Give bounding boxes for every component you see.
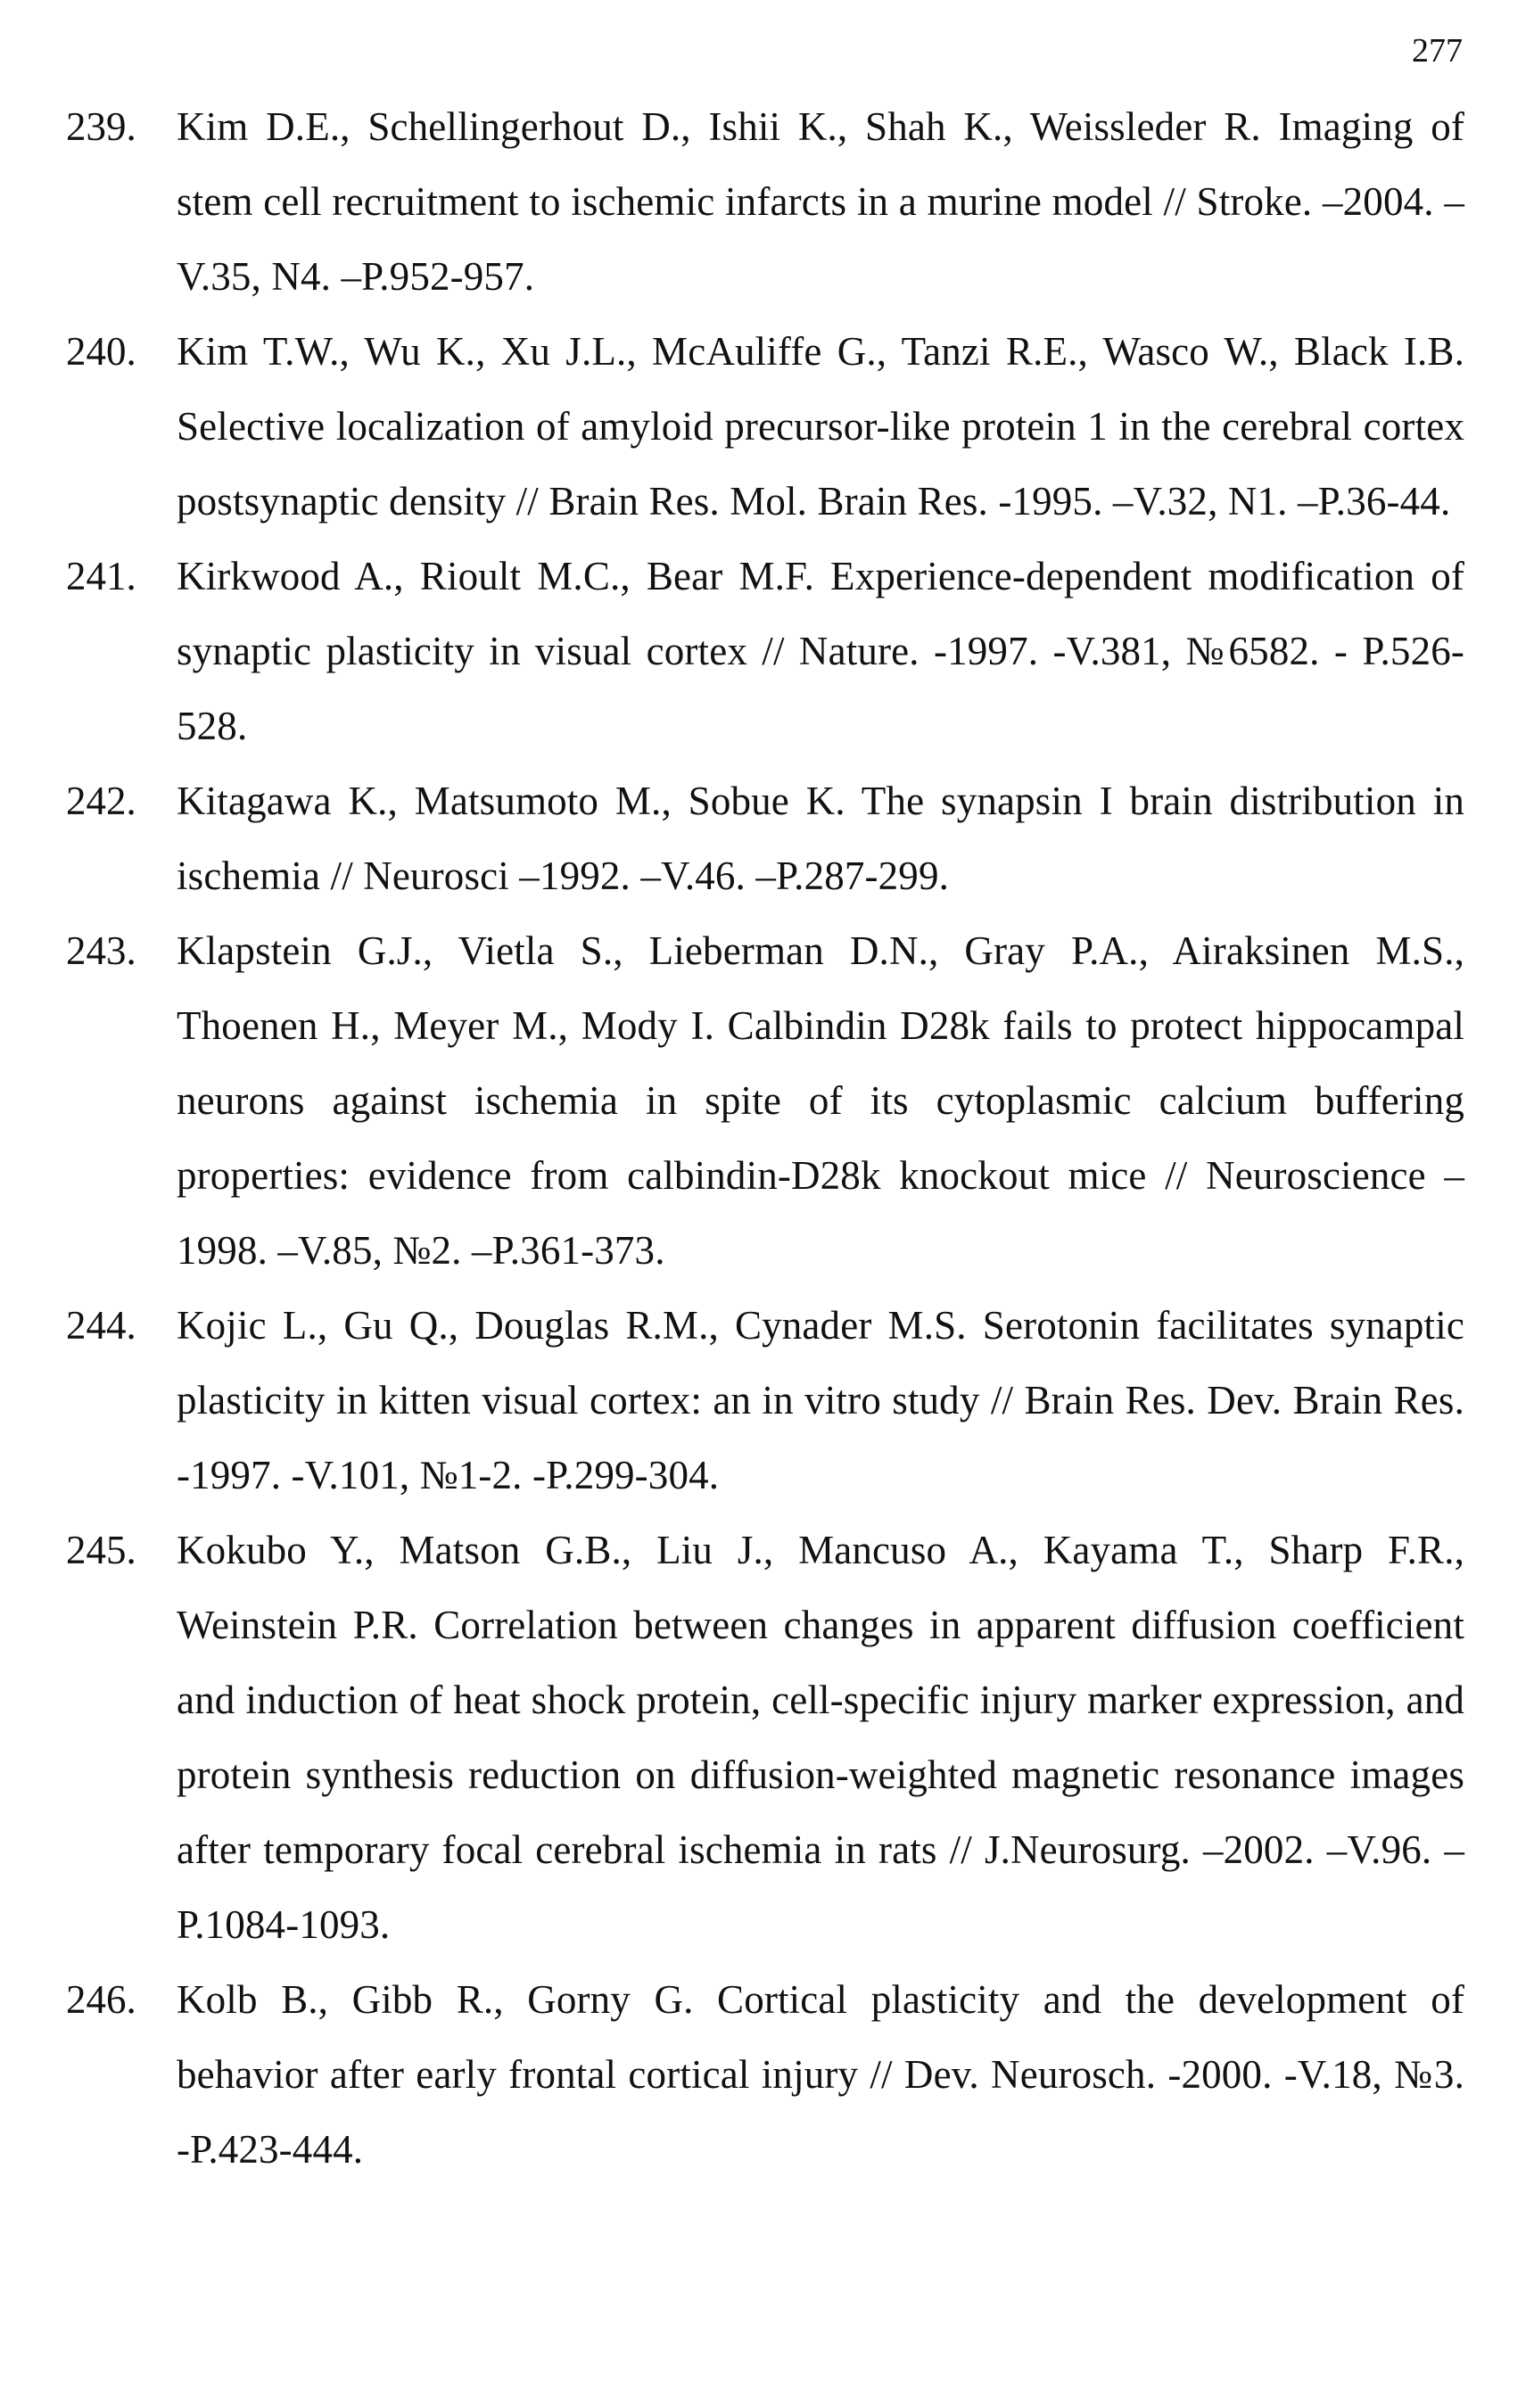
- reference-number: 245.: [66, 1528, 136, 1572]
- reference-item: [66, 89, 1464, 314]
- page-number: 277: [1412, 32, 1463, 70]
- reference-text: Kim T.W., Wu K., Xu J.L., McAuliffe G., Tanzi R.E., Wasco W., Black I.B. Selective localization of amyloid precursor-like protein 1 in the cerebral cortex postsynaptic density // Brain Res. Mol. Brain Res. -1995. –V.32, N1. –P.36-44.: [177, 329, 1464, 524]
- reference-number: 242.: [66, 779, 136, 823]
- reference-item: [66, 539, 1464, 763]
- reference-text: Kokubo Y., Matson G.B., Liu J., Mancuso A., Kayama T., Sharp F.R., Weinstein P.R. Correlation between changes in apparent diffusion coefficient and induction of heat shock protein, cell-specific injury marker expression, and protein synthesis reduction on diffusion-weighted magnetic resonance images after temporary focal cerebral ischemia in rats // J.Neurosurg. –2002. –V.96. –P.1084-1093.: [177, 1528, 1464, 1947]
- reference-number: 241.: [66, 554, 136, 598]
- reference-text: Klapstein G.J., Vietla S., Lieberman D.N., Gray P.A., Airaksinen M.S., Thoenen H., Meyer M., Mody I. Calbindin D28k fails to protect hippocampal neurons against ischemia in spite of its cytoplasmic calcium buffering properties: evidence from calbindin-D28k knockout mice // Neuroscience –1998. –V.85, №2. –P.361-373.: [177, 928, 1464, 1273]
- reference-text: Kolb B., Gibb R., Gorny G. Cortical plasticity and the development of behavior after early frontal cortical injury // Dev. Neurosch. -2000. -V.18, №3. -P.423-444.: [177, 1977, 1464, 2172]
- reference-item: [66, 1513, 1464, 1962]
- reference-item: [66, 314, 1464, 539]
- reference-item: [66, 913, 1464, 1288]
- reference-list: [66, 89, 1464, 2187]
- reference-text: Kirkwood A., Rioult M.C., Bear M.F. Experience-dependent modification of synaptic plasticity in visual cortex // Nature. -1997. -V.381, №6582. - P.526-528.: [177, 554, 1464, 748]
- reference-item: [66, 1962, 1464, 2187]
- reference-text: Kim D.E., Schellingerhout D., Ishii K., Shah K., Weissleder R. Imaging of stem cell recruitment to ischemic infarcts in a murine model // Stroke. –2004. –V.35, N4. –P.952-957.: [177, 104, 1464, 299]
- reference-text: Kitagawa K., Matsumoto M., Sobue K. The synapsin I brain distribution in ischemia // Neurosci –1992. –V.46. –P.287-299.: [177, 779, 1464, 898]
- reference-number: 239.: [66, 104, 136, 149]
- reference-number: 240.: [66, 329, 136, 374]
- reference-number: 246.: [66, 1977, 136, 2022]
- reference-number: 244.: [66, 1303, 136, 1348]
- reference-item: [66, 763, 1464, 913]
- reference-item: [66, 1288, 1464, 1513]
- reference-text: Kojic L., Gu Q., Douglas R.M., Cynader M.S. Serotonin facilitates synaptic plasticity in kitten visual cortex: an in vitro study // Brain Res. Dev. Brain Res. -1997. -V.101, №1-2. -P.299-304.: [177, 1303, 1464, 1497]
- reference-number: 243.: [66, 928, 136, 973]
